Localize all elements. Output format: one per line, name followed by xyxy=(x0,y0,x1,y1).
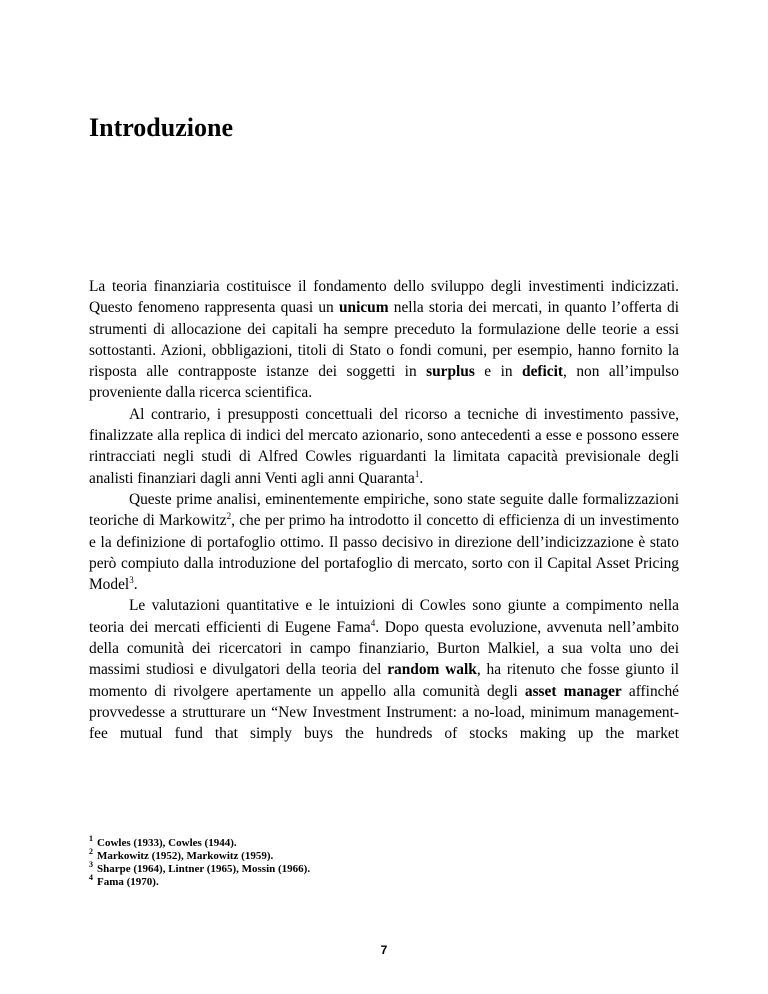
text-run: Queste prime analisi, eminentemente empiriche, sono state seguite dalle formalizzazioni teoriche di Markowitz xyxy=(89,490,679,530)
footnote xyxy=(89,846,679,863)
paragraph-4 xyxy=(89,595,679,744)
text-run: nella storia dei mercati, in quanto l’offerta di strumenti di allocazione dei capitali ha sempre preceduto la formulazione delle teorie a essi sottostanti. Azioni, obbligazioni, titoli di Stato o fondi comuni, per esempio, hanno fornito la risposta alle contrapposte istanze dei soggetti in xyxy=(89,299,680,381)
footnote-number: 3 xyxy=(89,859,93,869)
bold-term: random walk xyxy=(387,661,477,679)
text-run: , ha ritenuto che fosse giunto il momento di rivolgere apertamente un appello alla comunità degli xyxy=(89,661,679,700)
footnote-text: Markowitz (1952), Markowitz (1959). xyxy=(97,849,274,862)
text-run: La teoria finanziaria costituisce il fondamento dello sviluppo degli investimenti indicizzati. Questo fenomeno rappresenta quasi un xyxy=(89,278,679,317)
footnote-number: 2 xyxy=(89,846,93,856)
bold-term: surplus xyxy=(426,363,475,381)
footnote xyxy=(89,872,679,889)
footnotes xyxy=(89,834,679,889)
body-text xyxy=(89,276,679,745)
footnote-text: Cowles (1933), Cowles (1944). xyxy=(97,837,237,849)
page-number: 7 xyxy=(380,943,388,957)
text-run: , non all’impulso proveniente dalla ricerca scientifica. xyxy=(89,363,679,402)
text-run: . xyxy=(419,469,424,487)
footnote-text: Fama (1970). xyxy=(97,875,159,888)
text-run: . Dopo questa evoluzione, avvenuta nell’ambito della comunità dei ricercatori in campo finanziario, Burton Malkiel, a sua volta uno dei massimi studiosi e divulgatori della teoria del xyxy=(89,618,679,679)
footnote-ref: 1 xyxy=(414,468,420,479)
footnote xyxy=(89,859,679,876)
text-run: Al contrario, i presupposti concettuali del ricorso a tecniche di investimento passive, finalizzate alla replica di indici del mercato azionario, sono antecedenti a esse e possono essere rintracciati negli studi di Alfred Cowles riguardanti la limitata capacità previsionale degli analisti finanziari dagli anni Venti agli anni Quaranta xyxy=(89,405,679,487)
paragraph-3 xyxy=(89,489,679,595)
footnote xyxy=(89,834,679,850)
paragraph-2 xyxy=(89,404,679,489)
text-run: affinché provvedesse a strutturare un “New Investment Instrument: a no-load, minimum management-fee mutual fund that simply buys the hundreds of stocks making up the market xyxy=(89,682,680,743)
footnote-ref: 2 xyxy=(226,511,232,522)
footnote-number: 4 xyxy=(89,872,93,882)
footnote-ref: 3 xyxy=(129,575,134,586)
bold-term: deficit xyxy=(522,363,564,381)
text-run: e in xyxy=(474,363,523,381)
chapter-title: Introduzione xyxy=(89,113,233,142)
footnote-ref: 4 xyxy=(370,617,376,628)
paragraph-1 xyxy=(89,276,679,404)
text-run: . xyxy=(133,576,138,594)
bold-term: asset manager xyxy=(524,682,622,700)
bold-term: unicum xyxy=(338,299,389,317)
footnote-text: Sharpe (1964), Lintner (1965), Mossin (1966). xyxy=(97,862,311,875)
footnote-number: 1 xyxy=(89,834,93,843)
text-run: , che per primo ha introdotto il concetto di efficienza di un investimento e la definizione di portafoglio ottimo. Il passo decisivo in direzione dell’indicizzazione è stato però compiuto dalla introduzione del portafoglio di mercato, sorto con il Capital Asset Pricing Model xyxy=(89,512,679,594)
text-run: Le valutazioni quantitative e le intuizioni di Cowles sono giunte a compimento nella teoria dei mercati efficienti di Eugene Fama xyxy=(89,597,679,636)
